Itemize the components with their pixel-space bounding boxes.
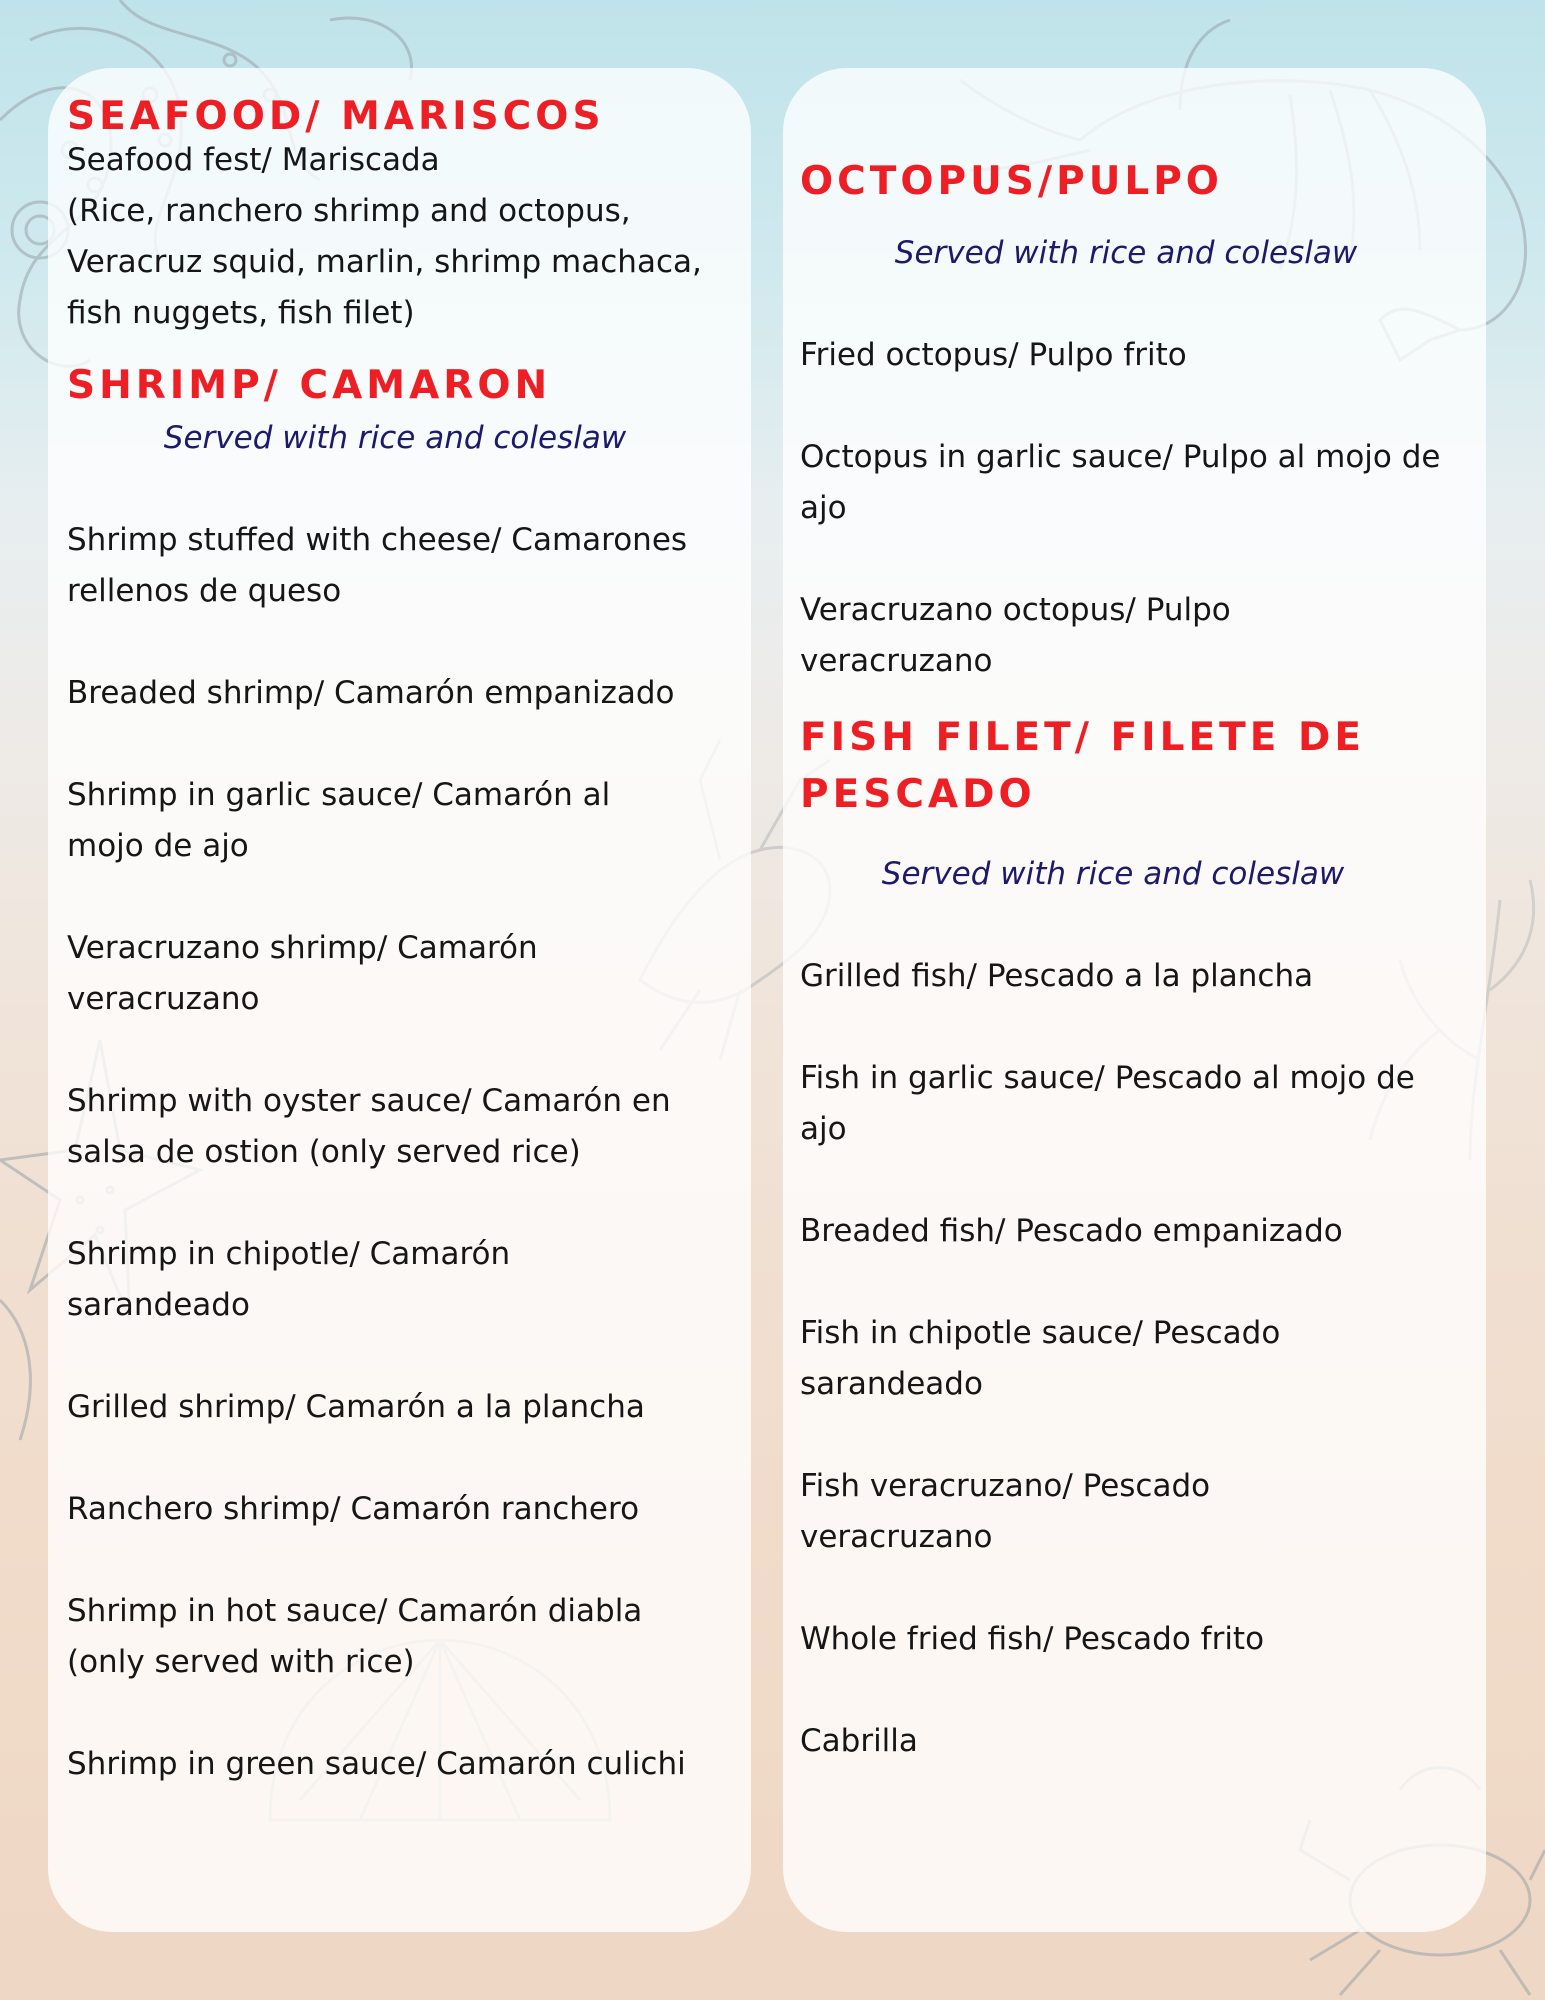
menu-item: Cabrilla bbox=[800, 1723, 918, 1759]
menu-item: Shrimp with oyster sauce/ Camarón en salsa de ostion (only served rice) bbox=[67, 1083, 671, 1170]
menu-item: Grilled shrimp/ Camarón a la plancha bbox=[67, 1389, 645, 1425]
shrimp-heading: SHRIMP/ CAMARON bbox=[67, 363, 552, 408]
menu-item: Veracruzano octopus/ Pulpo veracruzano bbox=[800, 592, 1231, 679]
octopus-subtitle: Served with rice and coleslaw bbox=[894, 235, 1358, 271]
menu-item: Shrimp stuffed with cheese/ Camarones rellenos de queso bbox=[67, 522, 688, 609]
menu-item: Fried octopus/ Pulpo frito bbox=[800, 337, 1187, 373]
fish-heading: FISH FILET/ FILETE DE PESCADO bbox=[800, 715, 1366, 817]
menu-item: Ranchero shrimp/ Camarón ranchero bbox=[67, 1491, 640, 1527]
menu-item: Breaded fish/ Pescado empanizado bbox=[800, 1213, 1343, 1249]
menu-item: Shrimp in green sauce/ Camarón culichi bbox=[67, 1746, 686, 1782]
menu-item: Shrimp in chipotle/ Camarón sarandeado bbox=[67, 1236, 511, 1323]
menu-item: Veracruzano shrimp/ Camarón veracruzano bbox=[67, 930, 538, 1017]
menu-item: Shrimp in garlic sauce/ Camarón al mojo de ajo bbox=[67, 777, 611, 864]
fish-subtitle: Served with rice and coleslaw bbox=[881, 856, 1345, 892]
seafood-fest-item: Seafood fest/ Mariscada bbox=[67, 142, 440, 178]
menu-item: Fish in chipotle sauce/ Pescado sarandeado bbox=[800, 1315, 1281, 1402]
seafood-fest-description: (Rice, ranchero shrimp and octopus, Veracruz squid, marlin, shrimp machaca, fish nuggets, fish filet) bbox=[67, 193, 702, 331]
menu-item: Octopus in garlic sauce/ Pulpo al mojo de ajo bbox=[800, 439, 1441, 526]
shrimp-subtitle: Served with rice and coleslaw bbox=[163, 420, 627, 456]
seafood-heading: SEAFOOD/ MARISCOS bbox=[67, 94, 605, 139]
octopus-heading: OCTOPUS/PULPO bbox=[800, 159, 1223, 204]
menu-item: Shrimp in hot sauce/ Camarón diabla (only served with rice) bbox=[67, 1593, 643, 1680]
menu-item: Fish in garlic sauce/ Pescado al mojo de ajo bbox=[800, 1060, 1415, 1147]
menu-item: Fish veracruzano/ Pescado veracruzano bbox=[800, 1468, 1211, 1555]
menu-item: Grilled fish/ Pescado a la plancha bbox=[800, 958, 1314, 994]
menu-item: Whole fried fish/ Pescado frito bbox=[800, 1621, 1265, 1657]
menu-item: Breaded shrimp/ Camarón empanizado bbox=[67, 675, 675, 711]
